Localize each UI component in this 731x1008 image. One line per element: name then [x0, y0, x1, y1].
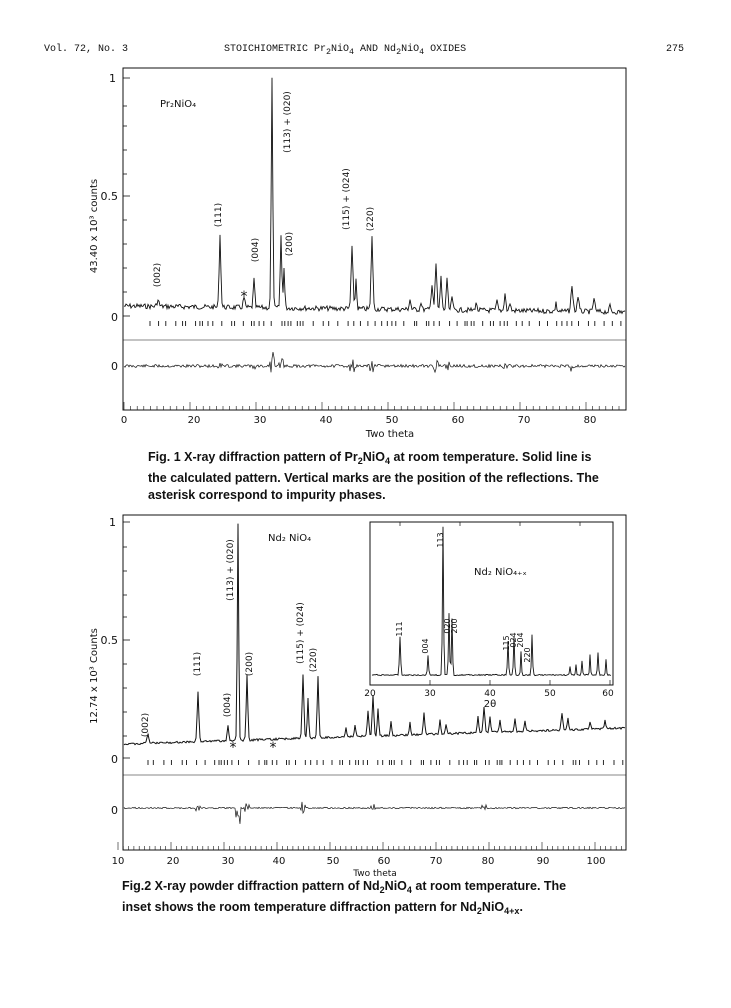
figure2-xtick-30: 30 — [221, 856, 235, 867]
figure1-xtick-20: 20 — [187, 415, 201, 426]
figure2-caption: Fig.2 X-ray powder diffraction pattern of $Nd_2NiO_4$ at room temperature. The inset shows the room temperature diffraction pattern for $Nd_2NiO_{4+x}$. — [122, 879, 567, 916]
figure1-ytick-1: 1 — [109, 72, 116, 85]
figure1-difference-curve — [124, 352, 625, 372]
journal-volume: Vol. 72, No. 3 — [44, 44, 129, 55]
figure1-xtick-80: 80 — [583, 415, 597, 426]
inset-peak-020: 020 — [443, 618, 452, 634]
figure2-yticks — [123, 522, 130, 758]
inset-peak-204: 204 — [516, 632, 525, 648]
figure1-xticks — [124, 402, 619, 410]
inset-xtick-30: 30 — [424, 689, 436, 699]
inset-peak-200: 200 — [450, 618, 459, 634]
figure2-peak-004: (004) — [223, 692, 233, 718]
figure1-observed-pattern — [124, 78, 625, 315]
figure2-peak-111: (111) — [193, 651, 203, 677]
figure2-difference-curve — [124, 802, 625, 824]
inset-peak-115: 115 — [502, 635, 511, 651]
page-number: 275 — [665, 44, 684, 55]
inset-xlabel: 2θ — [483, 699, 497, 710]
figure1-peak-002: (002) — [153, 262, 163, 288]
figure1-diff-zero-label: 0 — [111, 360, 118, 373]
figure2-xtick-80: 80 — [481, 856, 495, 867]
figure1-xtick-40: 40 — [319, 415, 333, 426]
figure2-xlabel: Two theta — [353, 869, 397, 879]
inset-peak-220: 220 — [523, 647, 532, 663]
inset-xtick-50: 50 — [544, 689, 556, 699]
figure2-xtick-60: 60 — [377, 856, 391, 867]
figure1-peak-004: (004) — [251, 237, 261, 263]
inset-xtick-20: 20 — [364, 689, 376, 699]
figure1-peak-115-024: (115) + (024) — [342, 168, 352, 230]
figure1-peak-200: (200) — [285, 231, 295, 257]
figure2-ytick-1: 1 — [109, 516, 116, 529]
figure1-zero-label: 0 — [111, 311, 118, 324]
figure1-caption: Fig. 1 X-ray diffraction pattern of $Pr_2NiO_4$ at room temperature. Solid line is the calculated pattern. Vertical marks are the position of the reflections. The asterisk correspond to impurity phases. — [148, 450, 599, 502]
inset-compound-label: Nd₂ NiO₄₊ₓ — [474, 567, 527, 578]
figure1-xtick-70: 70 — [517, 415, 531, 426]
inset-peak-113: 113 — [436, 532, 445, 548]
figure2-peak-002: (002) — [141, 712, 151, 738]
figure1-peak-111: (111) — [214, 202, 224, 228]
figure1-peak-220: (220) — [366, 206, 376, 232]
figure1-xlabel: Two theta — [365, 429, 415, 440]
figure2-ylabel: 12.74 x 10³ Counts — [89, 628, 100, 724]
figure1-xtick-60: 60 — [451, 415, 465, 426]
figure2-plot — [89, 515, 626, 879]
inset-peak-111: 111 — [395, 621, 404, 637]
figure1-ylabel: 43.40 x 10³ counts — [89, 178, 100, 274]
figure2-xtick-40: 40 — [272, 856, 286, 867]
figure2-compound-label: Nd₂ NiO₄ — [268, 533, 312, 544]
figure1-plot — [89, 68, 626, 440]
figure2-zero-label: 0 — [111, 753, 118, 766]
figure2-peak-220: (220) — [309, 647, 319, 673]
figure2-xtick-20: 20 — [166, 856, 180, 867]
figure1-xtick-0: 0 — [120, 415, 128, 426]
inset-frame — [370, 522, 613, 685]
inset-xtick-40: 40 — [484, 689, 496, 699]
figure2-xtick-90: 90 — [536, 856, 550, 867]
inset-xtick-60: 60 — [602, 689, 614, 699]
figure1-frame — [123, 68, 626, 410]
figure1-peak-113-020: (113) + (020) — [283, 91, 293, 153]
figure2-impurity-asterisk-1: * — [229, 740, 237, 756]
figure2-xtick-70: 70 — [429, 856, 443, 867]
figure2-xtick-50: 50 — [326, 856, 340, 867]
figure2-peak-115-024: (115) + (024) — [296, 602, 306, 664]
inset-peak-004: 004 — [421, 638, 430, 654]
figure1-xtick-30: 30 — [253, 415, 267, 426]
figure2-xtick-10: 10 — [111, 856, 125, 867]
figure2-peak-113-020: (113) + (020) — [226, 539, 236, 601]
figure2-reflection-marks — [148, 760, 623, 765]
figure2-xtick-100: 100 — [586, 856, 606, 867]
running-title: STOICHIOMETRIC $Pr_2NiO_4$ AND $Nd_2NiO_4$ OXIDES — [224, 44, 467, 57]
figure1-impurity-asterisk: * — [240, 289, 248, 305]
figure1-reflection-marks — [150, 321, 621, 326]
figure2-inset — [364, 522, 614, 710]
figure2-peak-200: (200) — [245, 651, 255, 677]
figure2-ytick-05: 0.5 — [100, 634, 118, 647]
figure2-diff-zero-label: 0 — [111, 804, 118, 817]
figure1-xtick-50: 50 — [385, 415, 399, 426]
inset-peak-024: 024 — [509, 632, 518, 648]
figure1-yticks — [123, 78, 130, 316]
figure2-xticks — [118, 842, 622, 850]
figure1-compound-label: Pr₂NiO₄ — [160, 99, 197, 110]
figure1-ytick-05: 0.5 — [100, 190, 118, 203]
figure2-impurity-asterisk-2: * — [269, 740, 277, 756]
